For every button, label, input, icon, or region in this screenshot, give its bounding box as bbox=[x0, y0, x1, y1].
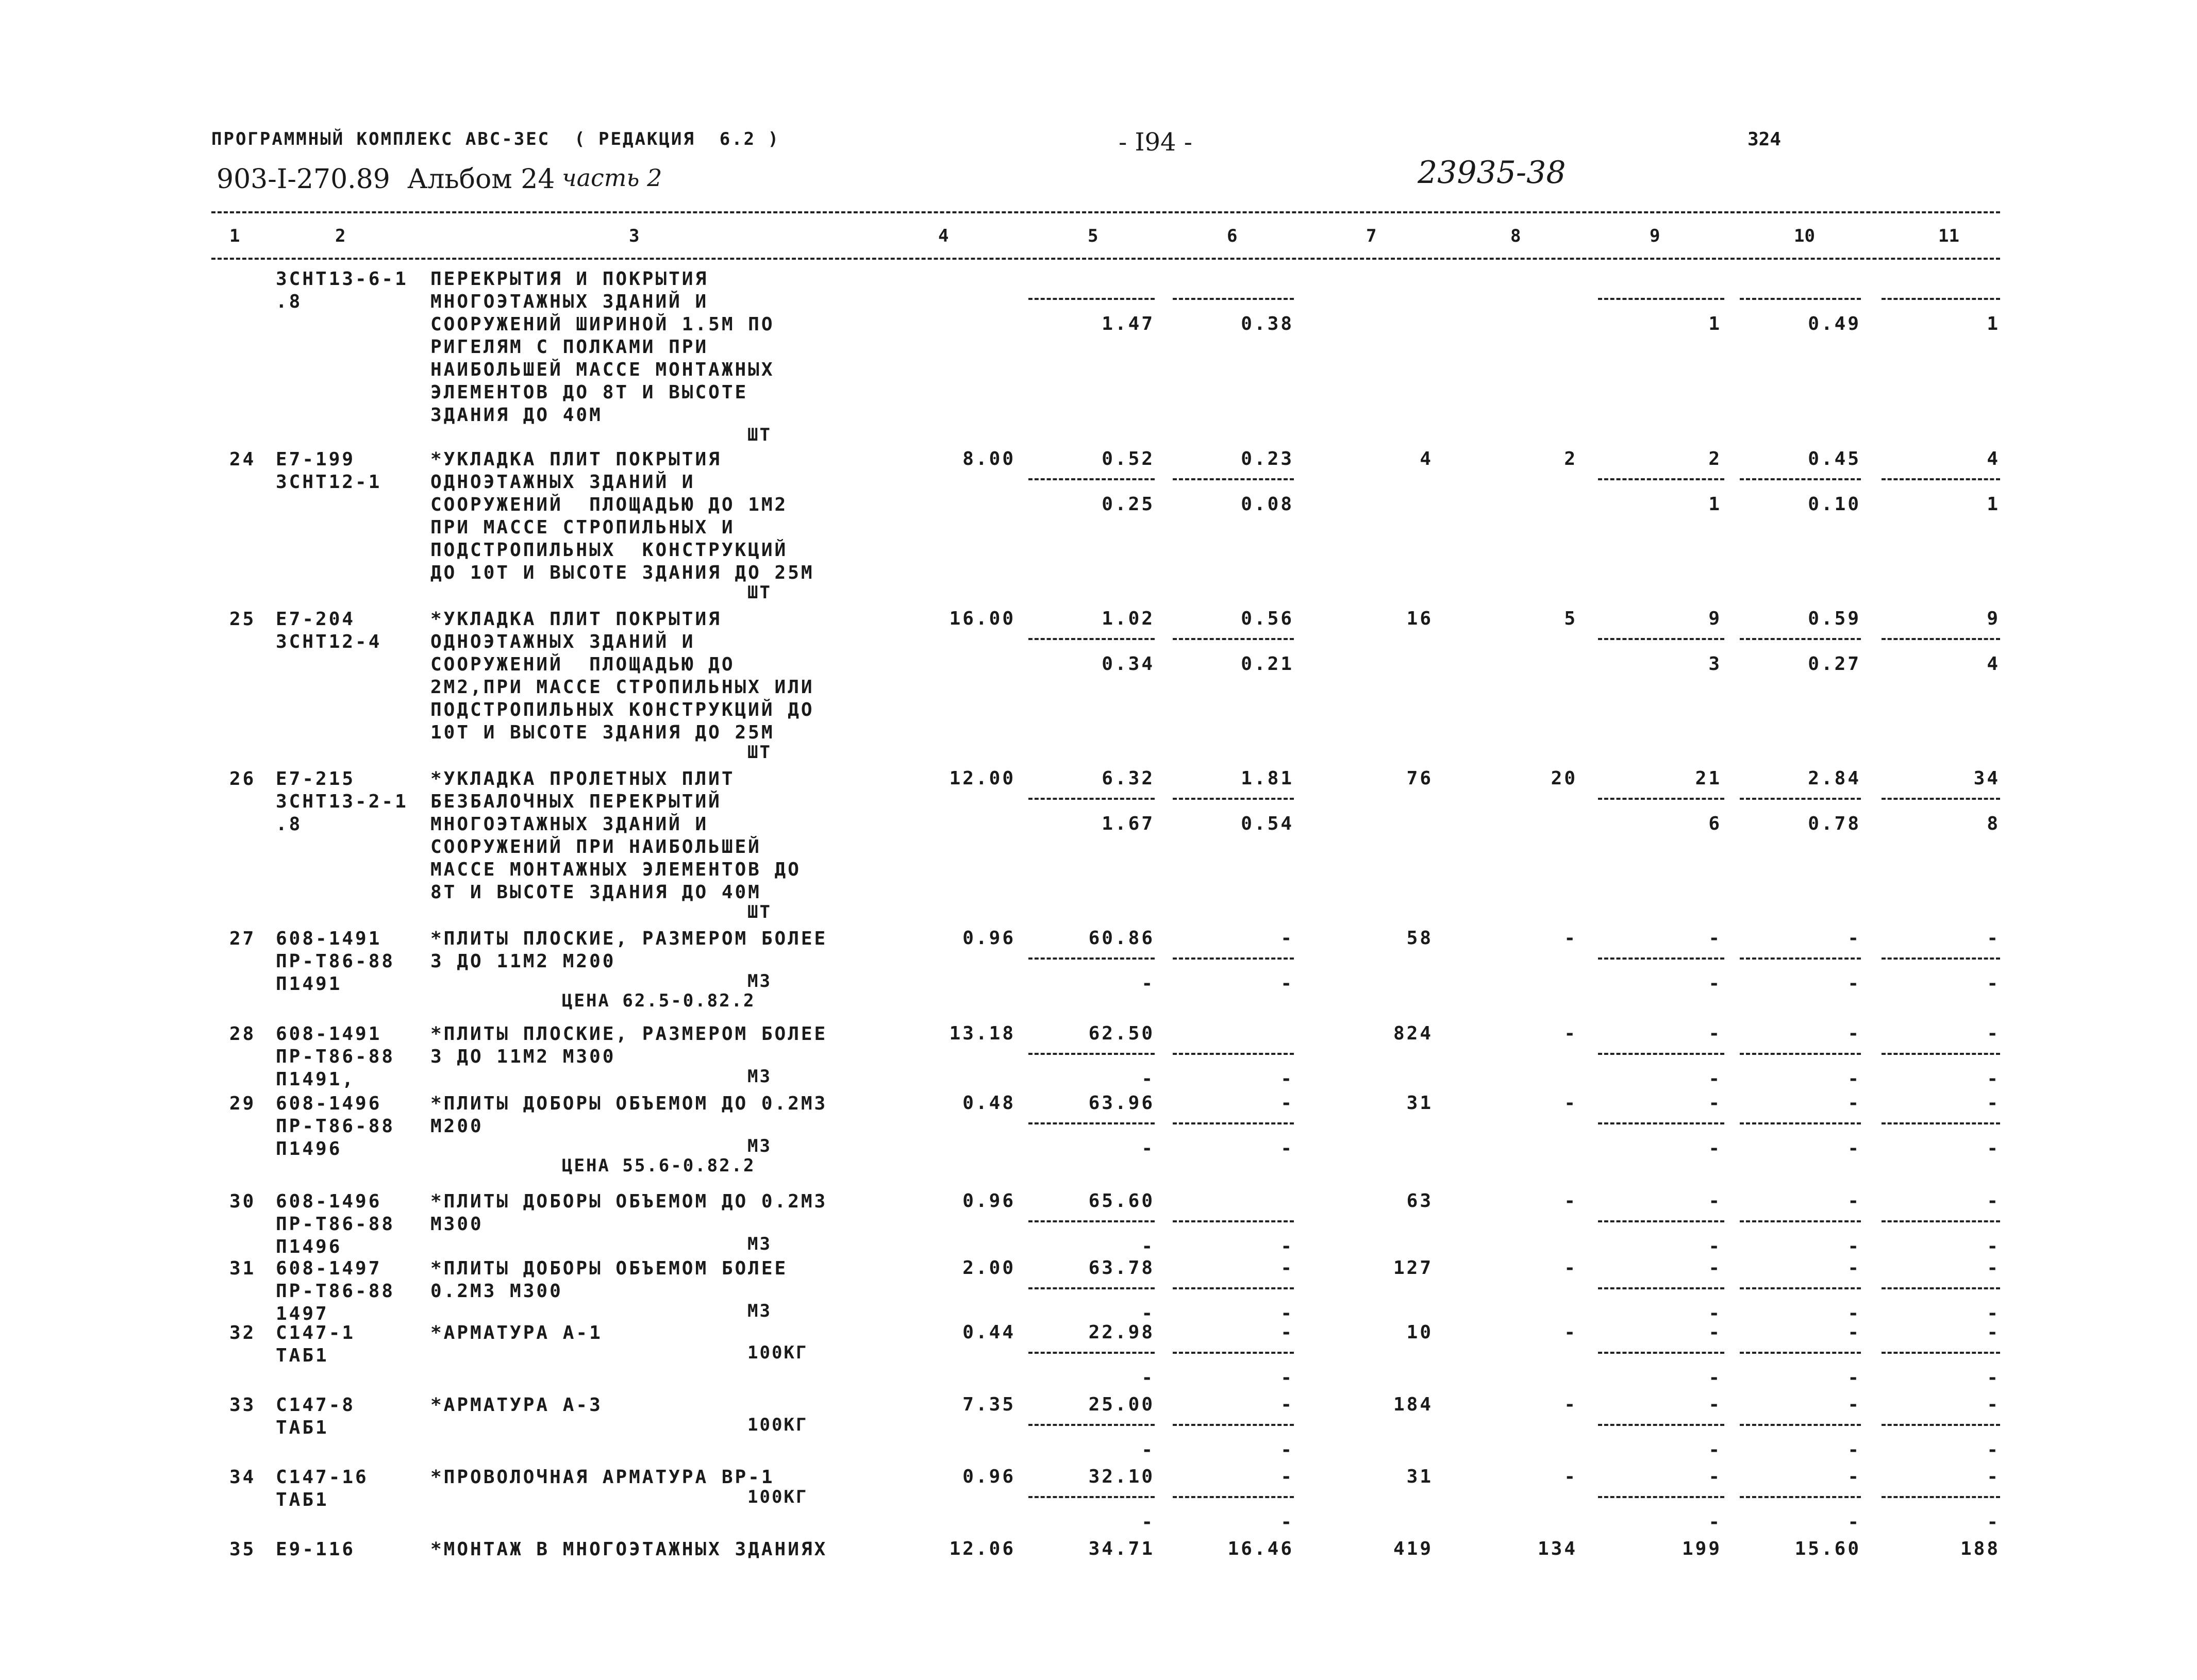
col8-value: - bbox=[1564, 1394, 1577, 1415]
col5-sub-value: - bbox=[1141, 1511, 1155, 1533]
col11-value: 9 bbox=[1987, 608, 2000, 629]
col5-value: 63.96 bbox=[1088, 1093, 1155, 1114]
sub-rule-col6 bbox=[1173, 798, 1294, 800]
col11-sub-value: 1 bbox=[1987, 494, 2000, 515]
col9-value: 21 bbox=[1695, 768, 1722, 789]
col9-sub-value: - bbox=[1708, 1439, 1722, 1460]
col8-value: - bbox=[1564, 1190, 1577, 1212]
sub-rule-col10 bbox=[1740, 1496, 1861, 1498]
col10-sub-value: - bbox=[1848, 1511, 1861, 1533]
column-header-3: 3 bbox=[629, 226, 640, 246]
row-unit: М3 bbox=[747, 971, 772, 992]
col5-sub-value: - bbox=[1141, 1367, 1155, 1388]
row-price-note: ЦЕНА 62.5-0.82.2 bbox=[562, 990, 756, 1011]
col6-value: - bbox=[1280, 928, 1294, 949]
row-unit: ШТ bbox=[747, 902, 772, 922]
col7-value: 10 bbox=[1406, 1322, 1433, 1343]
col9-value: - bbox=[1708, 1023, 1722, 1044]
sub-rule-col6 bbox=[1173, 638, 1294, 640]
col7-value: 184 bbox=[1393, 1394, 1433, 1415]
sub-rule-col9 bbox=[1598, 638, 1724, 640]
sub-rule-col9 bbox=[1598, 1424, 1724, 1426]
col6-sub-value: 0.38 bbox=[1241, 313, 1294, 334]
col5-sub-value: - bbox=[1141, 1068, 1155, 1089]
sub-rule-col6 bbox=[1173, 478, 1294, 480]
col9-sub-value: - bbox=[1708, 1138, 1722, 1159]
column-header-5: 5 bbox=[1088, 226, 1098, 246]
sub-rule-col10 bbox=[1740, 1287, 1861, 1289]
col4-value: 12.06 bbox=[949, 1538, 1016, 1559]
corner-number: 324 bbox=[1747, 129, 1782, 150]
col9-value: - bbox=[1708, 1093, 1722, 1114]
sub-rule-col9 bbox=[1598, 957, 1724, 960]
col10-value: 15.60 bbox=[1794, 1538, 1861, 1559]
col9-value: - bbox=[1708, 1466, 1722, 1487]
row-description: *ПЛИТЫ ПЛОСКИЕ, РАЗМЕРОМ БОЛЕЕ 3 ДО 11М2 М200 bbox=[430, 928, 828, 972]
row-unit: М3 bbox=[747, 1234, 772, 1254]
col10-sub-value: - bbox=[1848, 1138, 1861, 1159]
row-unit: ШТ bbox=[747, 742, 772, 763]
row-unit: ШТ bbox=[747, 582, 772, 603]
col9-sub-value: - bbox=[1708, 1367, 1722, 1388]
col10-sub-value: - bbox=[1848, 1068, 1861, 1089]
col10-value: - bbox=[1848, 1394, 1861, 1415]
col6-value: - bbox=[1280, 1322, 1294, 1343]
row-code: С147-1 ТАБ1 bbox=[276, 1322, 356, 1366]
col9-sub-value: - bbox=[1708, 1236, 1722, 1257]
col5-value: 25.00 bbox=[1088, 1394, 1155, 1415]
col6-sub-value: 0.08 bbox=[1241, 494, 1294, 515]
column-header-7: 7 bbox=[1366, 226, 1377, 246]
col7-value: 127 bbox=[1393, 1257, 1433, 1279]
column-header-10: 10 bbox=[1794, 226, 1815, 246]
col10-sub-value: 0.78 bbox=[1808, 813, 1861, 834]
row-description: *ПЛИТЫ ПЛОСКИЕ, РАЗМЕРОМ БОЛЕЕ 3 ДО 11М2 М300 bbox=[430, 1023, 828, 1067]
col6-value: 1.81 bbox=[1241, 768, 1294, 789]
row-description: *АРМАТУРА А-3 bbox=[430, 1395, 603, 1416]
sub-rule-col6 bbox=[1173, 1287, 1294, 1289]
sub-rule-col9 bbox=[1598, 298, 1724, 300]
sub-rule-col5 bbox=[1028, 1053, 1155, 1055]
col7-value: 4 bbox=[1420, 448, 1433, 469]
col10-sub-value: - bbox=[1848, 1367, 1861, 1388]
row-number: 34 bbox=[229, 1467, 256, 1488]
col8-value: 20 bbox=[1551, 768, 1577, 789]
row-code: Е9-116 bbox=[276, 1539, 356, 1560]
row-code: Е7-199 ЗСНТ12-1 bbox=[276, 449, 382, 493]
col11-value: - bbox=[1987, 1190, 2000, 1212]
document-code: 23935-38 bbox=[1418, 155, 1566, 191]
col5-sub-value: 1.47 bbox=[1102, 313, 1155, 334]
row-price-note: ЦЕНА 55.6-0.82.2 bbox=[562, 1155, 756, 1176]
sub-rule-col5 bbox=[1028, 1352, 1155, 1354]
row-number: 29 bbox=[229, 1093, 256, 1114]
col8-value: - bbox=[1564, 1322, 1577, 1343]
column-header-6: 6 bbox=[1227, 226, 1238, 246]
col4-value: 8.00 bbox=[962, 448, 1016, 469]
sub-rule-col5 bbox=[1028, 1287, 1155, 1289]
row-number: 35 bbox=[229, 1539, 256, 1560]
col6-value: 0.23 bbox=[1241, 448, 1294, 469]
col5-value: 34.71 bbox=[1088, 1538, 1155, 1559]
col10-sub-value: - bbox=[1848, 1439, 1861, 1460]
col7-value: 31 bbox=[1406, 1093, 1433, 1114]
col11-sub-value: - bbox=[1987, 1439, 2000, 1460]
column-header-4: 4 bbox=[938, 226, 949, 246]
sub-rule-col11 bbox=[1882, 1352, 2000, 1354]
sub-rule-col6 bbox=[1173, 1122, 1294, 1124]
album-part: часть 2 bbox=[562, 164, 662, 192]
col6-value: - bbox=[1280, 1093, 1294, 1114]
col10-value: - bbox=[1848, 1257, 1861, 1279]
col10-value: - bbox=[1848, 928, 1861, 949]
row-description: *ПЛИТЫ ДОБОРЫ ОБЪЕМОМ БОЛЕЕ 0.2М3 М300 bbox=[430, 1258, 788, 1302]
col8-value: 134 bbox=[1537, 1538, 1577, 1559]
row-description: *АРМАТУРА А-1 bbox=[430, 1322, 603, 1343]
col10-value: 0.45 bbox=[1808, 448, 1861, 469]
sub-rule-col5 bbox=[1028, 798, 1155, 800]
col6-sub-value: 0.54 bbox=[1241, 813, 1294, 834]
col10-value: - bbox=[1848, 1190, 1861, 1212]
row-code: Е7-215 ЗСНТ13-2-1 .8 bbox=[276, 768, 408, 835]
sub-rule-col11 bbox=[1882, 1424, 2000, 1426]
row-description: *МОНТАЖ В МНОГОЭТАЖНЫХ ЗДАНИЯХ bbox=[430, 1539, 828, 1560]
col5-sub-value: - bbox=[1141, 973, 1155, 994]
row-number: 25 bbox=[229, 609, 256, 630]
row-number: 33 bbox=[229, 1395, 256, 1416]
sub-rule-col9 bbox=[1598, 478, 1724, 480]
col11-value: - bbox=[1987, 928, 2000, 949]
col11-sub-value: 4 bbox=[1987, 653, 2000, 675]
column-header-8: 8 bbox=[1510, 226, 1521, 246]
col11-value: - bbox=[1987, 1394, 2000, 1415]
col6-value: 16.46 bbox=[1227, 1538, 1294, 1559]
col7-value: 31 bbox=[1406, 1466, 1433, 1487]
row-code: 608-1496 ПР-Т86-88 П1496 bbox=[276, 1191, 395, 1257]
program-header: ПРОГРАММНЫЙ КОМПЛЕКС АВС-ЗЕС ( РЕДАКЦИЯ 6.2 ) bbox=[211, 129, 780, 149]
col11-sub-value: - bbox=[1987, 1367, 2000, 1388]
col5-value: 60.86 bbox=[1088, 928, 1155, 949]
sub-rule-col6 bbox=[1173, 957, 1294, 960]
col4-value: 0.96 bbox=[962, 928, 1016, 949]
col10-value: - bbox=[1848, 1466, 1861, 1487]
col9-sub-value: 6 bbox=[1708, 813, 1722, 834]
column-header-1: 1 bbox=[229, 226, 240, 246]
col6-sub-value: - bbox=[1280, 1367, 1294, 1388]
col5-sub-value: - bbox=[1141, 1303, 1155, 1324]
row-code: ЗСНТ13-6-1 .8 bbox=[276, 268, 408, 312]
col10-value: 0.59 bbox=[1808, 608, 1861, 629]
col5-sub-value: 0.25 bbox=[1102, 494, 1155, 515]
sub-rule-col6 bbox=[1173, 1424, 1294, 1426]
col10-sub-value: 0.27 bbox=[1808, 653, 1861, 675]
col7-value: 76 bbox=[1406, 768, 1433, 789]
col11-value: - bbox=[1987, 1023, 2000, 1044]
row-number: 27 bbox=[229, 928, 256, 949]
col6-sub-value: 0.21 bbox=[1241, 653, 1294, 675]
col7-value: 824 bbox=[1393, 1023, 1433, 1044]
sub-rule-col11 bbox=[1882, 1287, 2000, 1289]
col6-sub-value: - bbox=[1280, 973, 1294, 994]
col8-value: - bbox=[1564, 1093, 1577, 1114]
col10-value: - bbox=[1848, 1023, 1861, 1044]
sub-rule-col10 bbox=[1740, 957, 1861, 960]
col9-sub-value: 3 bbox=[1708, 653, 1722, 675]
col11-sub-value: - bbox=[1987, 1236, 2000, 1257]
col4-value: 2.00 bbox=[962, 1257, 1016, 1279]
sub-rule-col11 bbox=[1882, 798, 2000, 800]
sub-rule-col11 bbox=[1882, 957, 2000, 960]
column-header-9: 9 bbox=[1650, 226, 1660, 246]
row-description: *УКЛАДКА ПЛИТ ПОКРЫТИЯ ОДНОЭТАЖНЫХ ЗДАНИЙ И СООРУЖЕНИЙ ПЛОЩАДЬЮ ДО 1М2 ПРИ МАССЕ СТРОПИЛЬНЫХ И ПОДСТРОПИЛЬНЫХ КОНСТРУКЦИЙ ДО 10Т И ВЫСОТЕ ЗДАНИЯ ДО 25М bbox=[430, 449, 814, 583]
page-number: - I94 - bbox=[1119, 128, 1192, 157]
col8-value: 5 bbox=[1564, 608, 1577, 629]
sub-rule-col6 bbox=[1173, 1053, 1294, 1055]
sub-rule-col10 bbox=[1740, 478, 1861, 480]
col6-sub-value: - bbox=[1280, 1236, 1294, 1257]
col4-value: 7.35 bbox=[962, 1394, 1016, 1415]
row-unit: М3 bbox=[747, 1066, 772, 1087]
col9-sub-value: 1 bbox=[1708, 313, 1722, 334]
col10-value: - bbox=[1848, 1093, 1861, 1114]
col6-sub-value: - bbox=[1280, 1439, 1294, 1460]
row-number: 24 bbox=[229, 449, 256, 470]
row-unit: 100КГ bbox=[747, 1487, 808, 1507]
sub-rule-col5 bbox=[1028, 478, 1155, 480]
sub-rule-col11 bbox=[1882, 1053, 2000, 1055]
col11-value: - bbox=[1987, 1466, 2000, 1487]
sub-rule-col10 bbox=[1740, 1352, 1861, 1354]
col9-sub-value: - bbox=[1708, 1511, 1722, 1533]
col9-value: 2 bbox=[1708, 448, 1722, 469]
col7-value: 63 bbox=[1406, 1190, 1433, 1212]
row-description: *УКЛАДКА ПЛИТ ПОКРЫТИЯ ОДНОЭТАЖНЫХ ЗДАНИЙ И СООРУЖЕНИЙ ПЛОЩАДЬЮ ДО 2М2,ПРИ МАССЕ СТРОПИЛЬНЫХ ИЛИ ПОДСТРОПИЛЬНЫХ КОНСТРУКЦИЙ ДО 10Т И ВЫСОТЕ ЗДАНИЯ ДО 25М bbox=[430, 609, 814, 743]
col10-sub-value: - bbox=[1848, 1303, 1861, 1324]
col7-value: 419 bbox=[1393, 1538, 1433, 1559]
col10-value: 2.84 bbox=[1808, 768, 1861, 789]
sub-rule-col5 bbox=[1028, 1220, 1155, 1222]
row-number: 32 bbox=[229, 1322, 256, 1343]
col11-sub-value: - bbox=[1987, 1303, 2000, 1324]
col8-value: 2 bbox=[1564, 448, 1577, 469]
row-code: 608-1497 ПР-Т86-88 1497 bbox=[276, 1258, 395, 1324]
sub-rule-col10 bbox=[1740, 1220, 1861, 1222]
sub-rule-col5 bbox=[1028, 298, 1155, 300]
col6-value: - bbox=[1280, 1394, 1294, 1415]
col11-value: - bbox=[1987, 1257, 2000, 1279]
sub-rule-col9 bbox=[1598, 1220, 1724, 1222]
col11-value: 34 bbox=[1973, 768, 2000, 789]
col5-sub-value: - bbox=[1141, 1236, 1155, 1257]
col5-value: 22.98 bbox=[1088, 1322, 1155, 1343]
col11-value: - bbox=[1987, 1093, 2000, 1114]
col8-value: - bbox=[1564, 928, 1577, 949]
col6-value: 0.56 bbox=[1241, 608, 1294, 629]
col9-value: - bbox=[1708, 1257, 1722, 1279]
row-description: *ПРОВОЛОЧНАЯ АРМАТУРА ВР-1 bbox=[430, 1467, 775, 1488]
col11-value: - bbox=[1987, 1322, 2000, 1343]
row-description: *УКЛАДКА ПРОЛЕТНЫХ ПЛИТ БЕЗБАЛОЧНЫХ ПЕРЕКРЫТИЙ МНОГОЭТАЖНЫХ ЗДАНИЙ И СООРУЖЕНИЙ ПРИ НАИБОЛЬШЕЙ МАССЕ МОНТАЖНЫХ ЭЛЕМЕНТОВ ДО 8Т И ВЫСОТЕ ЗДАНИЯ ДО 40М bbox=[430, 768, 801, 903]
col11-sub-value: 8 bbox=[1987, 813, 2000, 834]
sub-rule-col10 bbox=[1740, 1424, 1861, 1426]
sub-rule-col9 bbox=[1598, 1122, 1724, 1124]
row-unit: ШТ bbox=[747, 425, 772, 445]
col10-value: - bbox=[1848, 1322, 1861, 1343]
col6-sub-value: - bbox=[1280, 1138, 1294, 1159]
album-title: 903-I-270.89 Альбом 24 bbox=[217, 164, 555, 195]
row-description: ПЕРЕКРЫТИЯ И ПОКРЫТИЯ МНОГОЭТАЖНЫХ ЗДАНИЙ И СООРУЖЕНИЙ ШИРИНОЙ 1.5М ПО РИГЕЛЯМ С ПОЛКАМИ ПРИ НАИБОЛЬШЕЙ МАССЕ МОНТАЖНЫХ ЭЛЕМЕНТОВ ДО 8Т И ВЫСОТЕ ЗДАНИЯ ДО 40М bbox=[430, 268, 775, 426]
col7-value: 16 bbox=[1406, 608, 1433, 629]
col11-value: 188 bbox=[1960, 1538, 2000, 1559]
sub-rule-col10 bbox=[1740, 798, 1861, 800]
sub-rule-col9 bbox=[1598, 1053, 1724, 1055]
sub-rule-col5 bbox=[1028, 1424, 1155, 1426]
col4-value: 16.00 bbox=[949, 608, 1016, 629]
row-unit: 100КГ bbox=[747, 1415, 808, 1435]
column-header-2: 2 bbox=[335, 226, 346, 246]
col9-value: - bbox=[1708, 928, 1722, 949]
col5-value: 65.60 bbox=[1088, 1190, 1155, 1212]
sub-rule-col6 bbox=[1173, 298, 1294, 300]
row-code: С147-16 ТАБ1 bbox=[276, 1467, 369, 1510]
col5-sub-value: 1.67 bbox=[1102, 813, 1155, 834]
col11-value: 4 bbox=[1987, 448, 2000, 469]
col5-value: 62.50 bbox=[1088, 1023, 1155, 1044]
row-number: 28 bbox=[229, 1023, 256, 1045]
col9-sub-value: - bbox=[1708, 973, 1722, 994]
sub-rule-col11 bbox=[1882, 478, 2000, 480]
sub-rule-col9 bbox=[1598, 1352, 1724, 1354]
column-header-11: 11 bbox=[1938, 226, 1959, 246]
col4-value: 13.18 bbox=[949, 1023, 1016, 1044]
col4-value: 0.48 bbox=[962, 1093, 1016, 1114]
sub-rule-col5 bbox=[1028, 1122, 1155, 1124]
col8-value: - bbox=[1564, 1466, 1577, 1487]
row-description: *ПЛИТЫ ДОБОРЫ ОБЪЕМОМ ДО 0.2М3 М200 bbox=[430, 1093, 828, 1137]
col5-value: 63.78 bbox=[1088, 1257, 1155, 1279]
col9-sub-value: 1 bbox=[1708, 494, 1722, 515]
sub-rule-col11 bbox=[1882, 1122, 2000, 1124]
row-code: Е7-204 ЗСНТ12-4 bbox=[276, 609, 382, 652]
col10-sub-value: - bbox=[1848, 1236, 1861, 1257]
sub-rule-col11 bbox=[1882, 638, 2000, 640]
sub-rule-col6 bbox=[1173, 1496, 1294, 1498]
row-unit: 100КГ bbox=[747, 1342, 808, 1363]
sub-rule-col9 bbox=[1598, 798, 1724, 800]
sub-rule-col5 bbox=[1028, 957, 1155, 960]
col5-sub-value: - bbox=[1141, 1439, 1155, 1460]
row-number: 26 bbox=[229, 768, 256, 789]
col4-value: 0.96 bbox=[962, 1190, 1016, 1212]
col11-sub-value: - bbox=[1987, 973, 2000, 994]
col6-value: - bbox=[1280, 1466, 1294, 1487]
col6-sub-value: - bbox=[1280, 1511, 1294, 1533]
col11-sub-value: - bbox=[1987, 1138, 2000, 1159]
row-unit: М3 bbox=[747, 1301, 772, 1321]
row-code: 608-1491 ПР-Т86-88 П1491, bbox=[276, 1023, 395, 1090]
col6-sub-value: - bbox=[1280, 1068, 1294, 1089]
col8-value: - bbox=[1564, 1257, 1577, 1279]
sub-rule-col10 bbox=[1740, 298, 1861, 300]
row-code: 608-1491 ПР-Т86-88 П1491 bbox=[276, 928, 395, 995]
sub-rule-col9 bbox=[1598, 1287, 1724, 1289]
sub-rule-col9 bbox=[1598, 1496, 1724, 1498]
sub-rule-col6 bbox=[1173, 1220, 1294, 1222]
row-code: 608-1496 ПР-Т86-88 П1496 bbox=[276, 1093, 395, 1160]
row-unit: М3 bbox=[747, 1136, 772, 1156]
col6-value: - bbox=[1280, 1257, 1294, 1279]
col5-sub-value: - bbox=[1141, 1138, 1155, 1159]
sub-rule-col10 bbox=[1740, 638, 1861, 640]
col9-sub-value: - bbox=[1708, 1303, 1722, 1324]
col4-value: 0.44 bbox=[962, 1322, 1016, 1343]
sub-rule-col11 bbox=[1882, 298, 2000, 300]
col5-value: 0.52 bbox=[1102, 448, 1155, 469]
sub-rule-col11 bbox=[1882, 1220, 2000, 1222]
col11-sub-value: - bbox=[1987, 1068, 2000, 1089]
sub-rule-col11 bbox=[1882, 1496, 2000, 1498]
col9-value: 9 bbox=[1708, 608, 1722, 629]
col10-sub-value: 0.49 bbox=[1808, 313, 1861, 334]
row-number: 30 bbox=[229, 1191, 256, 1212]
col8-value: - bbox=[1564, 1023, 1577, 1044]
col7-value: 58 bbox=[1406, 928, 1433, 949]
col4-value: 0.96 bbox=[962, 1466, 1016, 1487]
col9-sub-value: - bbox=[1708, 1068, 1722, 1089]
row-description: *ПЛИТЫ ДОБОРЫ ОБЪЕМОМ ДО 0.2М3 М300 bbox=[430, 1191, 828, 1235]
col9-value: - bbox=[1708, 1394, 1722, 1415]
sub-rule-col10 bbox=[1740, 1122, 1861, 1124]
sub-rule-col5 bbox=[1028, 1496, 1155, 1498]
col6-sub-value: - bbox=[1280, 1303, 1294, 1324]
row-number: 31 bbox=[229, 1258, 256, 1279]
col5-value: 32.10 bbox=[1088, 1466, 1155, 1487]
col9-value: 199 bbox=[1682, 1538, 1722, 1559]
col5-value: 6.32 bbox=[1102, 768, 1155, 789]
col9-value: - bbox=[1708, 1190, 1722, 1212]
sub-rule-col6 bbox=[1173, 1352, 1294, 1354]
col9-value: - bbox=[1708, 1322, 1722, 1343]
col10-sub-value: 0.10 bbox=[1808, 494, 1861, 515]
col5-sub-value: 0.34 bbox=[1102, 653, 1155, 675]
col11-sub-value: 1 bbox=[1987, 313, 2000, 334]
col10-sub-value: - bbox=[1848, 973, 1861, 994]
row-code: С147-8 ТАБ1 bbox=[276, 1395, 356, 1438]
sub-rule-col10 bbox=[1740, 1053, 1861, 1055]
col5-value: 1.02 bbox=[1102, 608, 1155, 629]
col4-value: 12.00 bbox=[949, 768, 1016, 789]
sub-rule-col5 bbox=[1028, 638, 1155, 640]
col11-sub-value: - bbox=[1987, 1511, 2000, 1533]
